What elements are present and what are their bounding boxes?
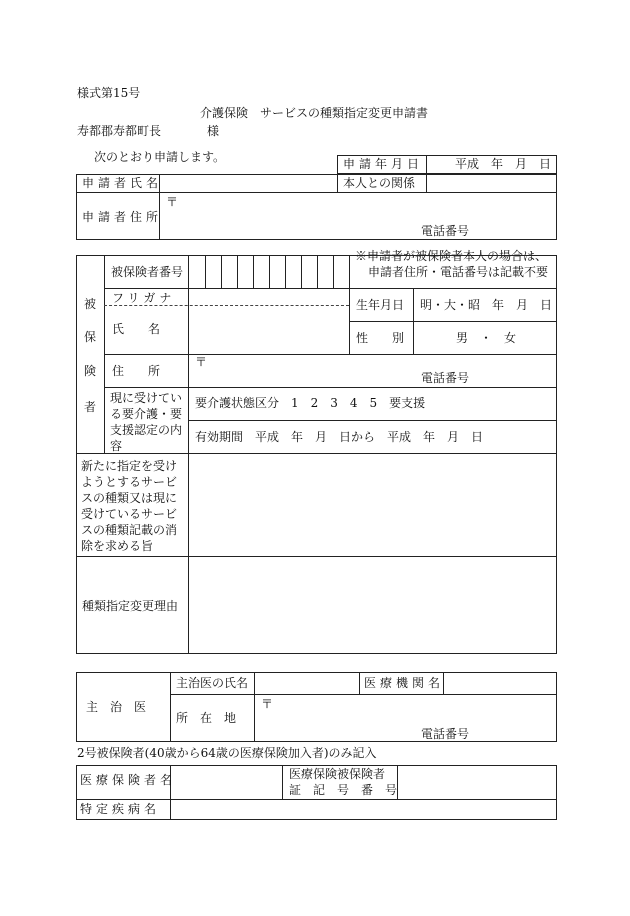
type2-note: 2号被保険者(40歳から64歳の医療保険加入者)のみ記入: [77, 746, 377, 760]
note-line-2: 申請者住所・電話番号は記載不要: [368, 265, 549, 279]
service-change-field[interactable]: [192, 456, 554, 552]
sex-field[interactable]: 男 ・ 女: [456, 331, 517, 345]
insured-name-field[interactable]: [192, 308, 346, 352]
doctor-name-field[interactable]: [258, 675, 356, 691]
application-date-field[interactable]: 平成 年 月 日: [455, 157, 552, 171]
applicant-name-field[interactable]: [162, 175, 336, 191]
group-char-3: 険: [84, 364, 97, 378]
note-line-1: ※申請者が被保険者本人の場合は、: [355, 249, 548, 263]
relation-label: 本人との関係: [343, 176, 416, 190]
doctor-group-label: 主 治 医: [86, 700, 147, 714]
medical-cert-label-1: 医療保険被保険者: [289, 767, 386, 781]
cert-content-label: 現に受けている要介護・要支援認定の内容: [110, 391, 183, 453]
care-level-field[interactable]: 要介護状態区分 1 2 3 4 5 要支援: [195, 396, 426, 410]
group-char-4: 者: [84, 400, 97, 414]
medical-cert-label-2: 証 記 号 番 号: [289, 783, 398, 797]
insured-number-label: 被保険者番号: [111, 265, 184, 279]
applicant-postal-mark: 〒: [166, 195, 179, 209]
intro-text: 次のとおり申請します。: [94, 150, 226, 164]
insured-phone-label: 電話番号: [421, 371, 470, 385]
doctor-name-label: 主治医の氏名: [176, 676, 249, 690]
insurer-field[interactable]: [174, 768, 279, 796]
group-char-1: 被: [84, 297, 97, 311]
institution-field[interactable]: [447, 675, 554, 691]
doctor-phone-label: 電話番号: [421, 727, 470, 741]
addressee: 寿都郡寿都町長: [77, 124, 162, 138]
insured-postal-mark: 〒: [195, 355, 208, 369]
form-title: 介護保険 サービスの種類指定変更申請書: [200, 106, 429, 120]
insurer-label: 医療保険者名: [80, 773, 177, 787]
medical-cert-field[interactable]: [401, 768, 554, 796]
applicant-address-label: 申請者住所: [82, 210, 163, 224]
form-number: 様式第15号: [77, 86, 141, 100]
disease-field[interactable]: [174, 801, 554, 817]
birth-field[interactable]: 明・大・昭 年 月 日: [420, 298, 553, 312]
relation-field[interactable]: [429, 175, 555, 191]
reason-field[interactable]: [192, 560, 554, 650]
application-date-label: 申請年月日: [343, 157, 424, 171]
doctor-address-label: 所 在 地: [176, 711, 237, 725]
insured-name-label: 氏 名: [112, 322, 161, 336]
doctor-postal-mark: 〒: [261, 697, 274, 711]
sex-label: 性 別: [356, 331, 405, 345]
disease-label: 特定疾病名: [80, 802, 161, 816]
birth-label: 生年月日: [356, 298, 405, 312]
applicant-phone-label: 電話番号: [421, 224, 470, 238]
group-char-2: 保: [84, 330, 97, 344]
validity-field[interactable]: 有効期間 平成 年 月 日から 平成 年 月 日: [195, 430, 484, 444]
service-change-label: 新たに指定を受けようとするサービスの種類又は現に受けているサービスの種類記載の消除を求める旨: [81, 459, 178, 553]
reason-label: 種類指定変更理由: [82, 599, 179, 613]
honorific: 様: [207, 124, 220, 138]
insured-address-label: 住 所: [112, 364, 161, 378]
furigana-field[interactable]: [192, 290, 346, 304]
applicant-name-label: 申請者氏名: [82, 176, 163, 190]
furigana-label: フリガナ: [112, 291, 176, 305]
institution-label: 医療機関名: [364, 676, 445, 690]
